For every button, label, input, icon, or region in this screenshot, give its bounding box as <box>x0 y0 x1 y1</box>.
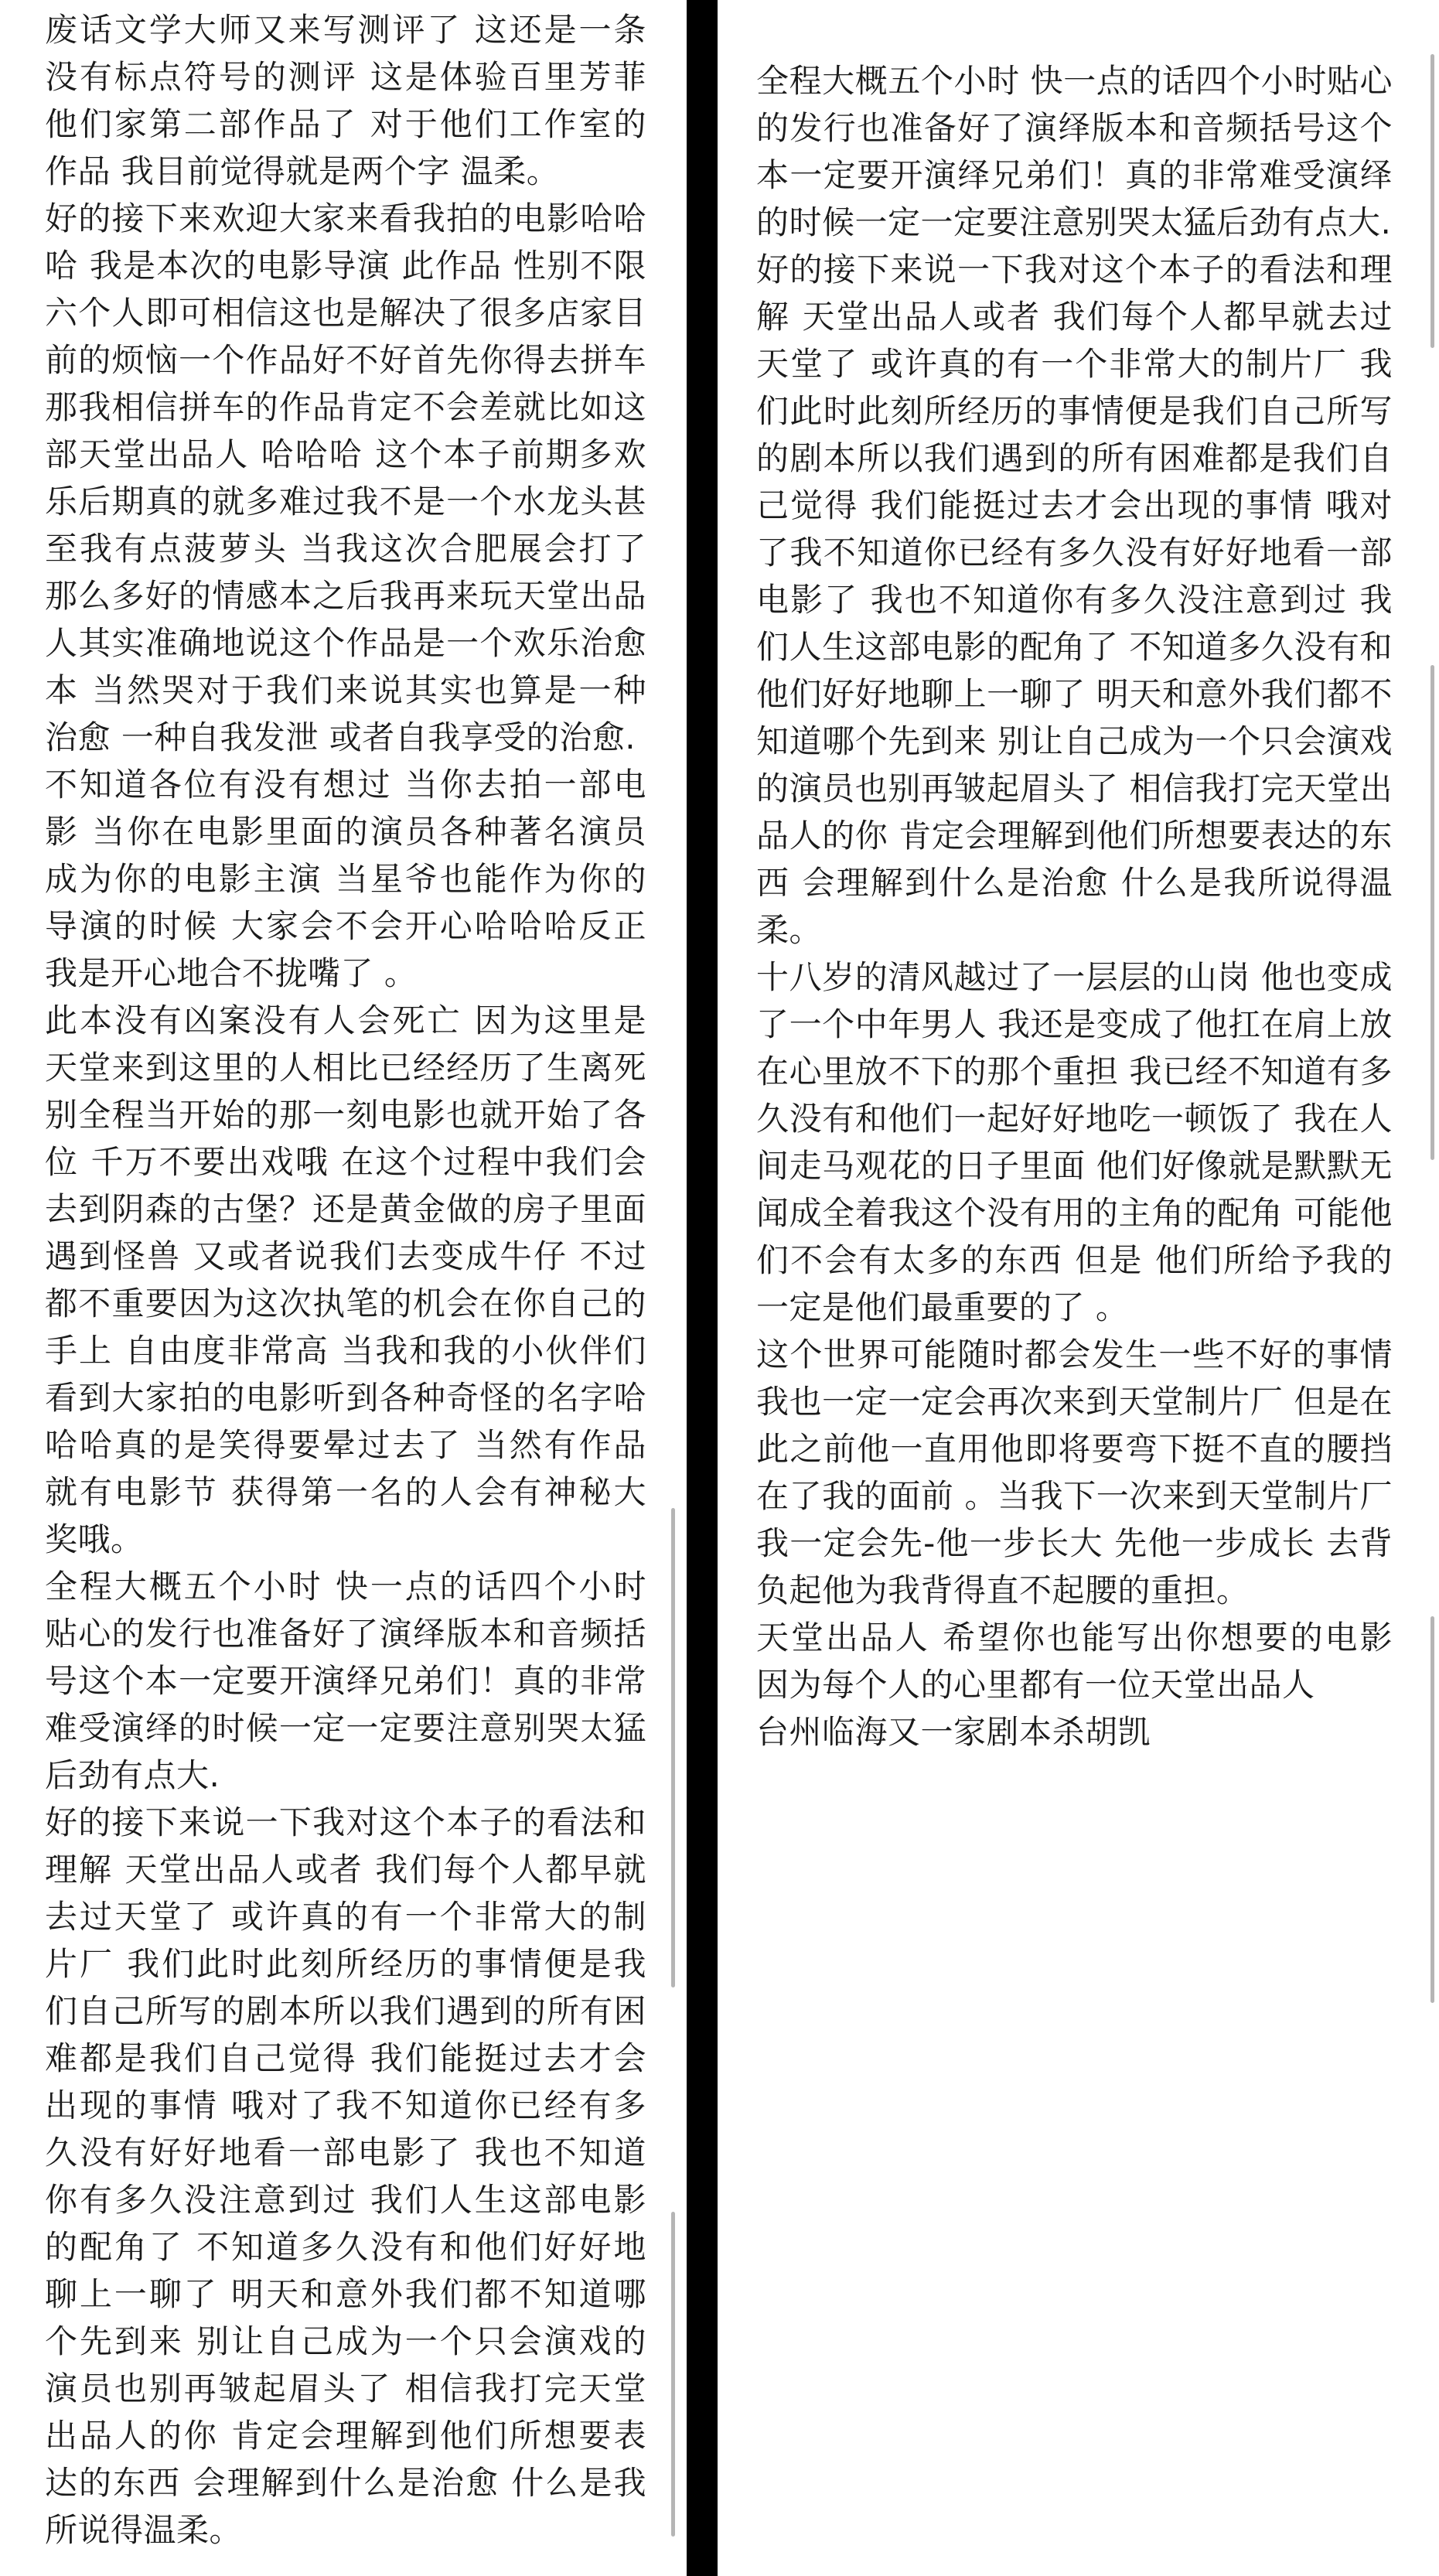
left-paragraph-1: 废话文学大师又来写测评了 这还是一条没有标点符号的测评 这是体验百里芳菲他们家第二部作品了 对于他们工作室的作品 我目前觉得就是两个字 温柔。 <box>45 11 646 190</box>
left-review-panel <box>0 0 680 2576</box>
right-review-panel <box>718 0 1439 2057</box>
left-paragraph-6: 好的接下来说一下我对这个本子的看法和理解 天堂出品人或者 我们每个人都早就去过天堂了 或许真的有一个非常大的制片厂 我们此时此刻所经历的事情便是我们自己所写的剧本所以我们遇到的所有困难都是我们自己觉得 我们能挺过去才会出现的事情 哦对了我不知道你已经有多久没有好好地看一部电影了 我也不知道你有多久没注意到过 我们人生这部电影的配角了 不知道多久没有和他们好好地聊上一聊了 明天和意外我们都不知道哪个先到来 别让自己成为一个只会演戏的演员也别再皱起眉头了 相信我打完天堂出品人的你 肯定会理解到他们所想要表达的东西 会理解到什么是治愈 什么是我所说得温柔。 <box>45 1803 646 2549</box>
right-scrollbar-thumb[interactable] <box>1430 54 1434 348</box>
column-divider <box>687 0 718 2576</box>
right-paragraph-4: 这个世界可能随时都会发生一些不好的事情 我也一定一定会再次来到天堂制片厂 但是在此之前他一直用他即将要弯下挺不直的腰挡在了我的面前 。当我下一次来到天堂制片厂我一定会先-他一步长大 先他一步成长 去背负起他为我背得直不起腰的重担。 <box>756 1336 1393 1609</box>
right-paragraph-2: 好的接下来说一下我对这个本子的看法和理解 天堂出品人或者 我们每个人都早就去过天堂了 或许真的有一个非常大的制片厂 我们此时此刻所经历的事情便是我们自己所写的剧本所以我们遇到的所有困难都是我们自己觉得 我们能挺过去才会出现的事情 哦对了我不知道你已经有多久没有好好地看一部电影了 我也不知道你有多久没注意到过 我们人生这部电影的配角了 不知道多久没有和他们好好地聊上一聊了 明天和意外我们都不知道哪个先到来 别让自己成为一个只会演戏的演员也别再皱起眉头了 相信我打完天堂出品人的你 肯定会理解到他们所想要表达的东西 会理解到什么是治愈 什么是我所说得温柔。 <box>756 251 1393 949</box>
left-paragraph-5: 全程大概五个小时 快一点的话四个小时贴心的发行也准备好了演绎版本和音频括号这个本一定要开演绎兄弟们！真的非常难受演绎的时候一定一定要注意别哭太猛后劲有点大. <box>45 1568 646 1794</box>
left-paragraph-2: 好的接下来欢迎大家来看我拍的电影哈哈哈 我是本次的电影导演 此作品 性别不限 六个人即可相信这也是解决了很多店家目前的烦恼一个作品好不好首先你得去拼车 那我相信拼车的作品肯定不会差就比如这部天堂出品人 哈哈哈 这个本子前期多欢乐后期真的就多难过我不是一个水龙头甚至我有点菠萝头 当我这次合肥展会打了那么多好的情感本之后我再来玩天堂出品人其实准确地说这个作品是一个欢乐治愈本 当然哭对于我们来说其实也算是一种治愈 一种自我发泄 或者自我享受的治愈. <box>45 200 646 756</box>
right-paragraph-5: 天堂出品人 希望你也能写出你想要的电影 因为每个人的心里都有一位天堂出品人 <box>756 1619 1393 1704</box>
right-paragraph-3: 十八岁的清风越过了一层层的山岗 他也变成了一个中年男人 我还是变成了他扛在肩上放在心里放不下的那个重担 我已经不知道有多久没有和他们一起好好地吃一顿饭了 我在人间走马观花的日子里面 他们好像就是默默无闻成全着我这个没有用的主角的配角 可能他们不会有太多的东西 但是 他们所给予我的 一定是他们最重要的了 。 <box>756 958 1393 1326</box>
right-scrollbar-thumb-lower[interactable] <box>1430 1616 1434 2003</box>
right-paragraph-1: 全程大概五个小时 快一点的话四个小时贴心的发行也准备好了演绎版本和音频括号这个本一定要开演绎兄弟们！真的非常难受演绎的时候一定一定要注意别哭太猛后劲有点大. <box>756 62 1393 241</box>
right-panel-empty-area <box>718 2057 1439 2576</box>
right-paragraph-6: 台州临海又一家剧本杀胡凯 <box>756 1713 1151 1751</box>
left-scrollbar-thumb[interactable] <box>671 1508 675 1987</box>
left-paragraph-4: 此本没有凶案没有人会死亡 因为这里是天堂来到这里的人相比已经经历了生离死别全程当开始的那一刻电影也就开始了各位 千万不要出戏哦 在这个过程中我们会去到阴森的古堡？还是黄金做的房子里面遇到怪兽 又或者说我们去变成牛仔 不过都不重要因为这次执笔的机会在你自己的手上 自由度非常高 当我和我的小伙伴们看到大家拍的电影听到各种奇怪的名字哈哈哈真的是笑得要晕过去了 当然有作品就有电影节 获得第一名的人会有神秘大奖哦。 <box>45 1001 646 1558</box>
left-scrollbar-thumb-lower[interactable] <box>671 2212 675 2537</box>
right-scrollbar-thumb-middle[interactable] <box>1430 665 1434 1160</box>
left-paragraph-3: 不知道各位有没有想过 当你去拍一部电影 当你在电影里面的演员各种著名演员成为你的电影主演 当星爷也能作为你的导演的时候 大家会不会开心哈哈哈反正我是开心地合不拢嘴了 。 <box>45 766 646 992</box>
